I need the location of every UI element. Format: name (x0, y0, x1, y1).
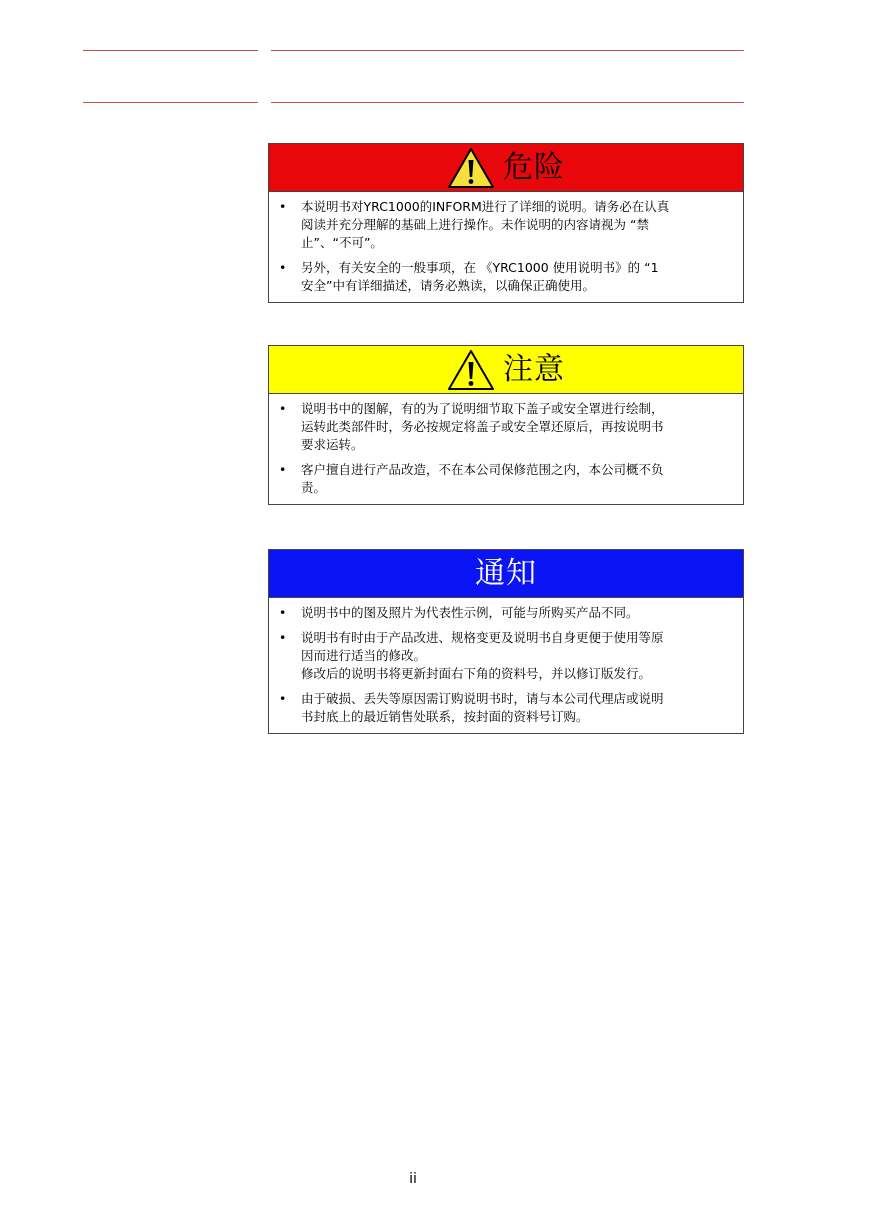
caution-list (269, 394, 743, 504)
caution-title: 注意 (503, 351, 565, 387)
caution-box (268, 345, 744, 505)
item-text-line: 说明书有时由于产品改进、规格变更及说明书自身更便于使用等原 (301, 630, 664, 645)
notice-box (268, 549, 744, 734)
header-rule-right-top (271, 50, 744, 51)
header-rule-right-bottom (271, 102, 744, 103)
list-item (279, 461, 733, 497)
warning-triangle-icon (447, 147, 495, 189)
danger-list (269, 192, 743, 302)
bullet: • (279, 630, 287, 645)
header-rule-left-top (83, 50, 258, 51)
danger-title: 危险 (503, 149, 565, 185)
item-text-line: 另外，有关安全的一般事项，在 《YRC1000 使用说明书》的 “1 (301, 260, 659, 275)
item-text-line: 安全”中有详细描述，请务必熟读，以确保正确使用。 (301, 278, 595, 293)
bullet: • (279, 199, 287, 214)
item-text-line: 阅读并充分理解的基础上进行操作。未作说明的内容请视为 “禁 (301, 217, 649, 232)
notice-list (269, 598, 743, 733)
item-text-line: 修改后的说明书将更新封面右下角的资料号，并以修订版发行。 (301, 666, 652, 681)
item-text-line: 因而进行适当的修改。 (301, 648, 427, 663)
bullet: • (279, 691, 287, 706)
header-rule-left-bottom (83, 102, 258, 103)
item-text-line: 责。 (301, 480, 327, 495)
list-item (279, 690, 733, 726)
item-text-line: 说明书中的图解，有的为了说明细节取下盖子或安全罩进行绘制， (301, 401, 664, 416)
list-item (279, 629, 733, 683)
item-text-line: 书封底上的最近销售处联系，按封面的资料号订购。 (301, 709, 589, 724)
item-text-line: 运转此类部件时，务必按规定将盖子或安全罩还原后，再按说明书 (301, 419, 664, 434)
item-text-line: 止”、“不可”。 (301, 235, 383, 250)
item-text-line: 由于破损、丢失等原因需订购说明书时，请与本公司代理店或说明 (301, 691, 664, 706)
bullet: • (279, 260, 287, 275)
page-number: ii (409, 1171, 417, 1187)
bullet: • (279, 605, 287, 620)
danger-box (268, 143, 744, 303)
danger-header (269, 144, 743, 192)
list-item (279, 400, 733, 454)
list-item (279, 198, 733, 252)
caution-header (269, 346, 743, 394)
item-text-line: 说明书中的图及照片为代表性示例，可能与所购买产品不同。 (301, 605, 639, 620)
notice-header (269, 550, 743, 598)
bullet: • (279, 462, 287, 477)
item-text-line: 客户擅自进行产品改造，不在本公司保修范围之内，本公司概不负 (301, 462, 664, 477)
list-item (279, 259, 733, 295)
bullet: • (279, 401, 287, 416)
warning-triangle-icon (447, 349, 495, 391)
item-text-line: 要求运转。 (301, 437, 364, 452)
notice-title: 通知 (475, 555, 537, 591)
item-text-line: 本说明书对YRC1000的INFORM进行了详细的说明。请务必在认真 (301, 199, 670, 214)
list-item (279, 604, 733, 622)
